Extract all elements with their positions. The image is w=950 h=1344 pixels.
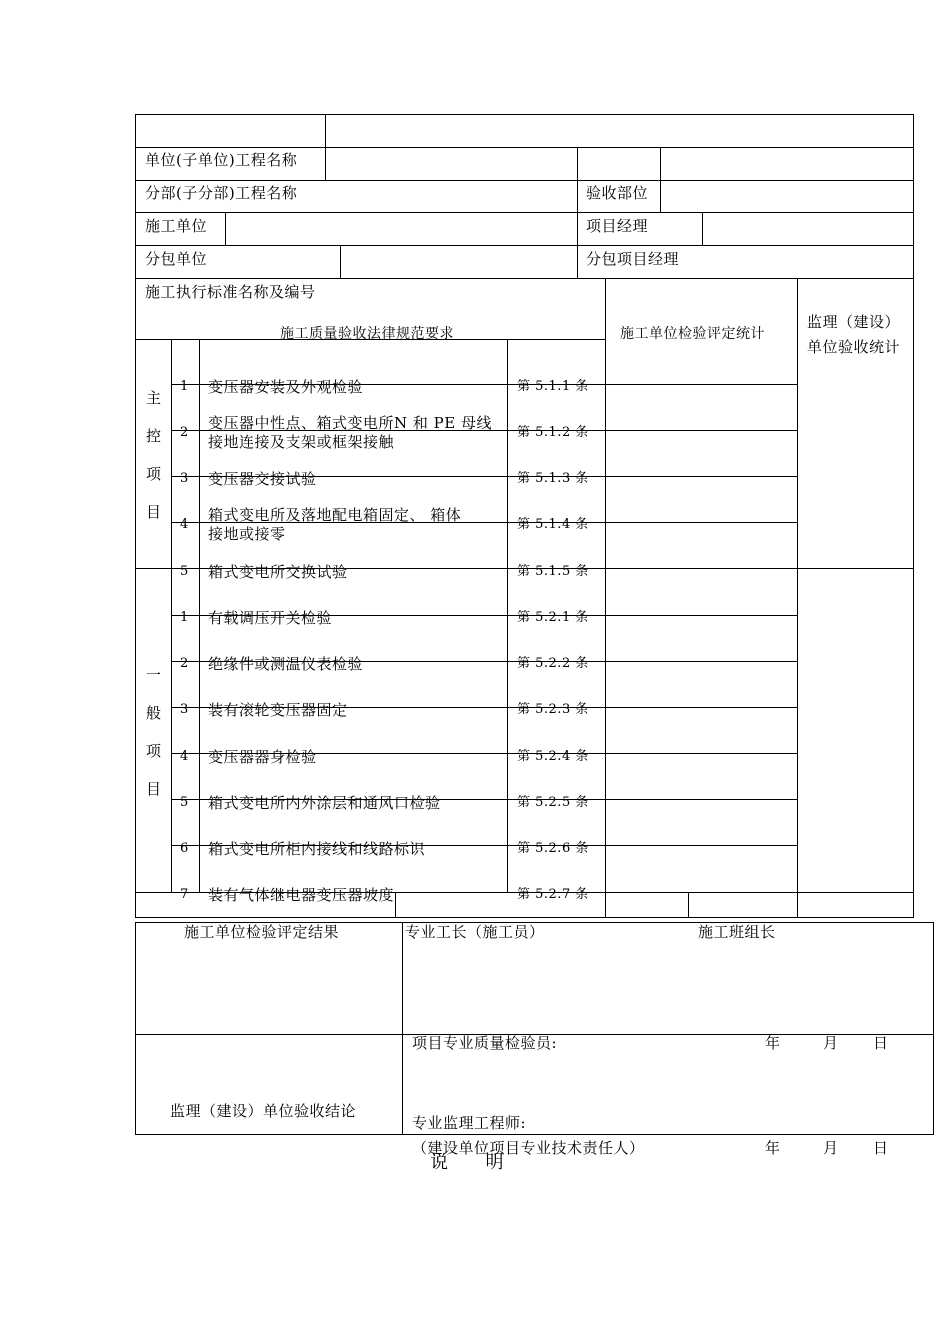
item-number: 5 (180, 564, 189, 579)
item-number: 3 (180, 702, 189, 717)
col-divider (605, 278, 606, 918)
item-clause: 第 5.1.4 条 (517, 517, 589, 532)
foreman-label: 专业工长（施工员） (405, 923, 545, 941)
item-number: 4 (180, 749, 189, 764)
item-clause: 第 5.2.4 条 (517, 749, 589, 764)
item-clause: 第 5.1.3 条 (517, 471, 589, 486)
item-clause: 第 5.1.2 条 (517, 425, 589, 440)
footer-col-divider (402, 922, 403, 1135)
item-number: 1 (180, 610, 189, 625)
item-text: 箱式变电所交换试验 (208, 563, 348, 581)
project-manager-label: 项目经理 (586, 217, 649, 235)
item-number: 3 (180, 471, 189, 486)
general-section-label: 目 (146, 780, 162, 798)
col-divider (199, 339, 200, 892)
col-divider (507, 339, 508, 892)
table-border-left (135, 114, 136, 918)
row-divider (135, 180, 914, 181)
date-year: 年 (765, 1139, 781, 1157)
general-section-label: 项 (146, 742, 162, 760)
footer-border-bottom (135, 1134, 934, 1135)
col-divider (702, 212, 703, 245)
table-border-top (135, 114, 914, 115)
supervising-engineer-label: 专业监理工程师: (412, 1114, 527, 1132)
item-text: 接地连接及支架或框架接触 (208, 433, 395, 451)
acceptance-part-label: 验收部位 (586, 184, 649, 202)
item-number: 6 (180, 841, 189, 856)
col-divider (171, 339, 172, 892)
col-divider (340, 245, 341, 278)
main-section-label: 控 (146, 427, 162, 445)
col-divider (660, 147, 661, 212)
col-divider (225, 212, 226, 245)
owner-tech-label: （建设单位项目专业技术责任人） (412, 1139, 645, 1157)
subcontract-manager-label: 分包项目经理 (586, 250, 680, 268)
col-divider (395, 892, 396, 918)
main-section-label: 项 (146, 465, 162, 483)
item-text: 接地或接零 (208, 525, 286, 543)
item-clause: 第 5.2.1 条 (517, 610, 589, 625)
item-text: 变压器交接试验 (208, 470, 317, 488)
item-number: 2 (180, 425, 189, 440)
main-section-label: 主 (146, 389, 162, 407)
date-month: 月 (823, 1139, 839, 1157)
item-clause: 第 5.1.1 条 (517, 379, 589, 394)
row-divider (135, 245, 914, 246)
subdiv-project-label: 分部(子分部)工程名称 (145, 184, 298, 202)
col-divider (577, 147, 578, 278)
date-day: 日 (873, 1139, 889, 1157)
item-text: 装有滚轮变压器固定 (208, 701, 348, 719)
item-clause: 第 5.2.5 条 (517, 795, 589, 810)
item-clause: 第 5.2.3 条 (517, 702, 589, 717)
table-border-right (913, 114, 914, 918)
item-clause: 第 5.2.7 条 (517, 887, 589, 902)
item-number: 4 (180, 517, 189, 532)
supervisor-conclusion-label: 监理（建设）单位验收结论 (170, 1102, 357, 1120)
row-divider (135, 212, 914, 213)
item-text: 箱式变电所内外涂层和通风口检验 (208, 794, 441, 812)
item-text: 有载调压开关检验 (208, 609, 333, 627)
item-text: 箱式变电所柜内接线和线路标识 (208, 840, 426, 858)
item-text: 变压器器身检验 (208, 748, 317, 766)
requirements-header: 施工质量验收法律规范要求 (280, 326, 454, 342)
notes-title: 说 明 (430, 1152, 504, 1173)
supervisor-stats-header: 单位验收统计 (807, 338, 901, 356)
construction-unit-label: 施工单位 (145, 217, 208, 235)
general-section-label: 一 (146, 666, 162, 684)
item-clause: 第 5.1.5 条 (517, 564, 589, 579)
contractor-result-label: 施工单位检验评定结果 (184, 923, 340, 941)
standard-label: 施工执行标准名称及编号 (145, 283, 316, 301)
item-clause: 第 5.2.2 条 (517, 656, 589, 671)
footer-border-right (933, 922, 934, 1135)
item-number: 5 (180, 795, 189, 810)
item-number: 7 (180, 887, 189, 902)
date-month: 月 (823, 1034, 839, 1052)
main-section-label: 目 (146, 503, 162, 521)
col-divider (688, 892, 689, 918)
item-number: 1 (180, 379, 189, 394)
subcontract-unit-label: 分包单位 (145, 250, 208, 268)
footer-border-left (135, 922, 136, 1135)
unit-project-label: 单位(子单位)工程名称 (145, 151, 298, 169)
team-leader-label: 施工班组长 (698, 923, 776, 941)
general-section-label: 般 (146, 704, 162, 722)
col-divider (797, 278, 798, 918)
item-text: 箱式变电所及落地配电箱固定、 箱体 (208, 506, 462, 524)
date-day: 日 (873, 1034, 889, 1052)
item-text: 变压器安装及外观检验 (208, 378, 364, 396)
quality-inspector-label: 项目专业质量检验员: (412, 1034, 558, 1052)
item-clause: 第 5.2.6 条 (517, 841, 589, 856)
item-number: 2 (180, 656, 189, 671)
item-text: 绝缘件或测温仪表检验 (208, 655, 364, 673)
col-divider (325, 114, 326, 180)
date-year: 年 (765, 1034, 781, 1052)
section-divider (135, 568, 171, 569)
supervisor-stats-header: 监理（建设） (807, 313, 901, 331)
item-text: 变压器中性点、箱式变电所N 和 PE 母线 (208, 414, 492, 432)
contractor-stats-header: 施工单位检验评定统计 (620, 326, 765, 342)
item-text: 装有气体继电器变压器坡度 (208, 886, 395, 904)
row-divider (135, 147, 914, 148)
